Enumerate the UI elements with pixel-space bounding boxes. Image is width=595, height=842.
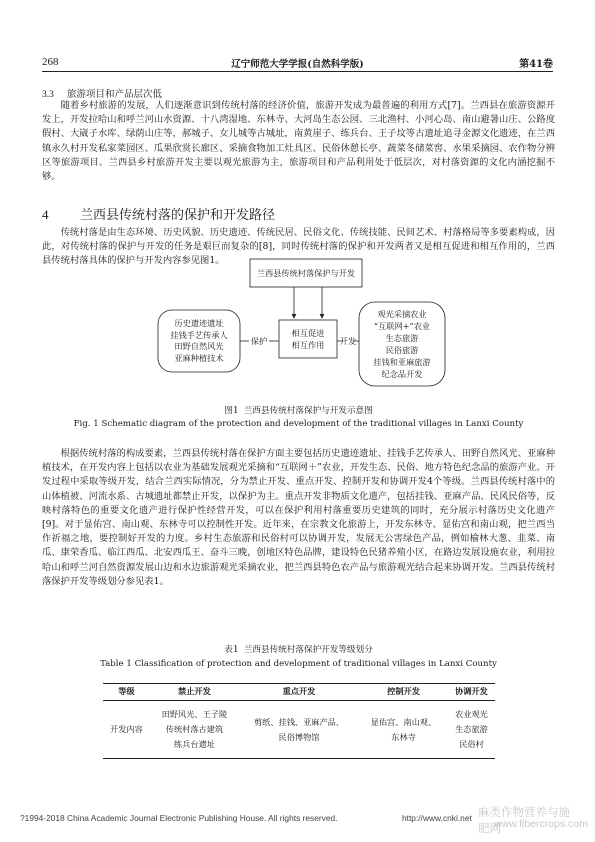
cell-line: 传统村落古建筑 [165, 724, 224, 734]
caption-number: 1 [232, 404, 239, 416]
left-item: 田野自然风光 [174, 341, 224, 351]
caption-number: 1 [232, 643, 239, 655]
table-cell-coordinated [448, 701, 495, 759]
center-item: 相互促进 [291, 328, 325, 338]
watermark-url: www.fibercrops.com [494, 818, 588, 830]
protect-label: 保护 [250, 336, 268, 346]
caption-prefix: 表 [224, 645, 233, 655]
left-item: 历史遗迹遗址 [174, 318, 224, 328]
cell-line: 东林寺 [391, 731, 416, 742]
section-title: 兰西县传统村落的保护和开发路径 [80, 208, 276, 223]
table-1-caption-en: Table 1 Classification of protection and development of traditional villages in Lanxi County [100, 659, 497, 669]
watermark-text: 麻类作物营养与施肥网 [478, 805, 570, 835]
table-cell-forbidden [150, 701, 239, 759]
develop-label: 开发 [339, 336, 357, 346]
table-header-row [103, 684, 495, 701]
right-item: 生态旅游 [385, 333, 419, 343]
figure-1-caption-cn [42, 404, 555, 416]
paragraph-3-3: 随着乡村旅游的发展，人们逐渐意识到传统村落的经济价值，旅游开发成为最普遍的利用方式[7]。兰西县在旅游资源开发上，开发拉哈山和呼兰河山水资源、十八湾湿地、东林寺、大河岛生态公园、三北渔村、小河心岛、南山避暑山庄、公路度假村、大崴子水库、绿荫山庄等，郝城子、女儿城等古城址，南黄崖子、练兵台、王子坟等古遗址追寻金源文化遗迹，在兰西镇永久村开发私家菜园区、瓜果欣赏长廊区、采摘食物加工灶具区、民俗休憩长亭、蔬菜冬储菜窖、水果采摘园、农作物分辨区等旅游项目。兰西县乡村旅游开发主要以观光旅游为主，旅游项目和产品利用处于低层次，对村落资源的文化内涵挖掘不够。 [42, 100, 555, 183]
cell-line: 民俗博物馆 [278, 731, 320, 742]
table-1-caption-cn [42, 643, 555, 655]
figure-left-list [158, 318, 240, 364]
figure-top-label: 兰西县传统村落保护与开发 [256, 268, 356, 278]
figure-1-caption-en: Fig. 1 Schematic diagram of the protection and development of the traditional villages in Lanxi County [73, 419, 524, 429]
table-header-cell: 禁止开发 [150, 684, 239, 701]
left-item: 挂钱手艺传承人 [170, 329, 228, 340]
figure-right-list [359, 308, 445, 380]
cell-line: 生态旅游 [455, 724, 488, 734]
table-cell-controlled [359, 701, 448, 759]
right-item: 观光采摘农业 [377, 309, 427, 319]
cell-line: 田野风光、王子陵 [161, 709, 228, 719]
cell-line: 农业观光 [455, 709, 488, 719]
cell-line: 民俗村 [459, 739, 484, 749]
right-item: 挂钱和亚麻旅游 [373, 357, 431, 367]
table-row [103, 701, 495, 759]
center-item: 相互作用 [291, 340, 325, 350]
table-header-cell: 重点开发 [239, 684, 359, 701]
left-item: 亚麻种植技术 [174, 352, 224, 363]
table-header-cell: 控制开发 [359, 684, 448, 701]
page-number: 268 [42, 56, 59, 68]
cell-line: 显佑宫、南山观、 [370, 716, 437, 727]
right-item: “互联网+”农业 [373, 321, 431, 331]
table-1 [103, 683, 495, 759]
volume-label: 第41卷 [519, 59, 553, 70]
section-number: 4 [42, 207, 49, 222]
cnki-link[interactable]: http://www.cnki.net [402, 813, 472, 823]
subsection-number: 3.3 [42, 90, 54, 100]
paragraph-4-1: 传统村落是由生态环境、历史风貌、历史遗迹、传统民居、民俗文化、传统技能、民间艺术、村落格局等多要素构成，因此，对传统村落的保护与开发的任务是艰巨而复杂的[8]，同时传统村落的保护和开发两者又是相互促进和相互作用的，兰西县传统村落具体的保护与开发内容参见图1。 [42, 227, 555, 267]
copyright-text: ?1994-2018 China Academic Journal Electronic Publishing House. All rights reserved. [20, 813, 338, 823]
table-header-cell: 等级 [103, 684, 150, 701]
table-cell-key [239, 701, 359, 759]
table-cell-level: 开发内容 [103, 701, 150, 759]
paragraph-4-2: 根据传统村落的构成要素，兰西县传统村落在保护方面主要包括历史遗迹遗址、挂钱手艺传承人、田野自然风光、亚麻种植技术，在开发内容上包括以农业为基础发展观光采摘和“互联网＋”农业，开发生态、民俗、地方特色纪念品的旅游产业。开发过程中采取等级开发，结合兰西实际情况，分为禁止开发、重点开发、控制开发和协调开发4个等级。兰西县传统村落中的山体植被、河流水系、古城遗址都禁止开发，以保护为主。重点开发非物质文化遗产，包括挂钱、亚麻产品、民风民俗等，反映村落特色的重要文化遗产进行保护性经营开发，可以在保护利用村落重要历史建筑的同时，充分展示村落历史文化遗产[9]。对于显佑宫、南山观、东林寺可以控制性开发。近年来，在宗教文化旅游上，开发东林寺、显佑宫和南山观，把兰西当作祈福之地，要控制好开发的力度。乡村生态旅游和民俗村可以协调开发，发展无公害绿色产品，例如榆林大葱、韭菜、南瓜、康荣香瓜、临江西瓜、北安西瓜王、奋斗三晚，创地区特色品牌，建设特色民猪养殖小区，在路边发展设施农业，利用拉哈山和呼兰河自然资源发展山边和水边旅游观光采摘农业，把兰西县特色农产品与旅游观光结合起来协调开发。兰西县传统村落保护开发等级划分参见表1。 [42, 448, 555, 587]
cell-line: 练兵台遗址 [173, 739, 215, 749]
caption-prefix: 图 [224, 406, 233, 416]
cell-line: 剪纸、挂钱、亚麻产品、 [253, 716, 345, 727]
journal-name: 辽宁师范大学学报(自然科学版) [231, 59, 364, 70]
caption-title: 兰西县传统村落保护与开发示意图 [243, 406, 373, 416]
subsection-title: 旅游项目和产品层次低 [67, 89, 163, 100]
figure-center-list [279, 327, 337, 351]
right-item: 民俗旅游 [385, 345, 419, 355]
caption-title: 兰西县传统村落保护开发等级划分 [243, 645, 373, 655]
right-item: 纪念品开发 [381, 369, 423, 379]
table-header-cell: 协调开发 [448, 684, 495, 701]
